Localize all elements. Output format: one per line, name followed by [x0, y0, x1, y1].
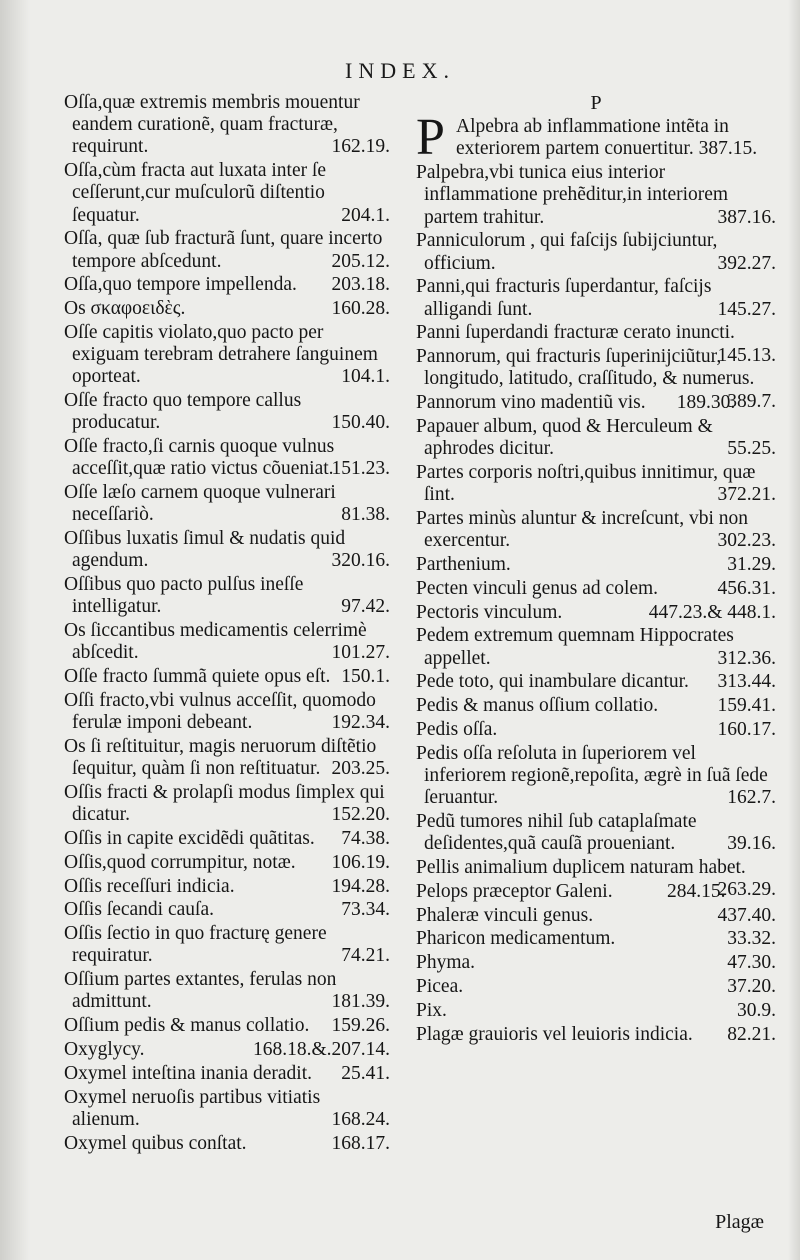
index-entry: [416, 1024, 776, 1046]
index-entry: [64, 1015, 390, 1037]
entry-text: Oſſis ſectio in quo fracturę genere requiratur.: [64, 923, 327, 967]
index-entry: [416, 743, 776, 810]
index-entry: [64, 574, 390, 618]
entry-page-ref: 39.16.: [727, 833, 776, 855]
entry-text: Picea.: [416, 975, 464, 997]
entry-page-ref: 160.28.: [331, 298, 390, 320]
index-entry: [64, 322, 390, 389]
entry-page-ref: 437.40.: [717, 904, 776, 926]
right-index-column: [416, 92, 776, 1047]
index-entry: [416, 719, 776, 741]
entry-page-ref: 205.12.: [331, 250, 390, 272]
index-entry: [64, 969, 390, 1013]
entry-page-ref: 456.31.: [717, 577, 776, 599]
index-entry: [64, 782, 390, 826]
entry-text: Pedis oſſa reſoluta in ſuperiorem vel inferiorem regionẽ,repoſita, ægrè in ſuã ſede ſeruantur.: [416, 742, 768, 809]
catchword: Plagæ: [715, 1211, 764, 1233]
entry-text: Oxymel neruoſis partibus vitiatis alienum.: [64, 1086, 321, 1130]
entry-page-ref: 372.21.: [717, 484, 776, 506]
entry-text: Os ſi reſtituitur, magis neruorum diſtẽtio ſequitur, quàm ſi non reſtituatur.: [64, 736, 377, 780]
entry-page-ref: 152.20.: [331, 804, 390, 826]
entry-page-ref: 82.21.: [727, 1023, 776, 1045]
entry-text: Pectoris vinculum.: [416, 601, 563, 623]
entry-page-ref: 389.7.: [727, 390, 776, 412]
entry-page-ref: 73.34.: [341, 899, 390, 921]
entry-page-ref: 192.34.: [331, 712, 390, 734]
index-entry: [64, 876, 390, 898]
entry-text: Partes corporis noſtri,quibus innitimur, quæ ſint.: [416, 462, 756, 506]
entry-text: Oſſa, quæ ſub fracturã ſunt, quare incerto tempore abſcedunt.: [64, 228, 383, 272]
index-entry: [64, 923, 390, 967]
entry-text: Pedis & manus oſſium collatio.: [416, 695, 659, 717]
entry-text: Pannorum vino madentiũ vis.: [416, 392, 646, 414]
index-entry: [416, 230, 776, 274]
entry-page-ref: 30.9.: [737, 999, 776, 1021]
entry-page-ref: 162.19.: [331, 136, 390, 158]
entry-page-ref: 97.42.: [341, 596, 390, 618]
entry-page-ref: 160.17.: [717, 718, 776, 740]
entry-page-ref: 101.27.: [331, 642, 390, 664]
index-entry: [416, 508, 776, 552]
entry-text: Oxymel inteſtina inania deradit.: [64, 1062, 313, 1084]
index-entry: [416, 462, 776, 506]
index-entry: [416, 881, 776, 903]
index-entry: [64, 666, 390, 688]
index-entry: [416, 162, 776, 229]
entry-text: Oſſe fracto,ſi carnis quoque vulnus acceſſit,quæ ratio victus cõueniat.: [64, 436, 335, 480]
entry-text: Pharicon medicamentum.: [416, 928, 616, 950]
entry-text: Pix.: [416, 999, 447, 1021]
entry-page-ref: 387.16.: [717, 206, 776, 228]
running-head: INDEX.: [345, 58, 455, 83]
entry-text: Partes minùs aluntur & increſcunt, vbi non exercentur.: [416, 508, 748, 552]
entry-text: Oſſe capitis violato,quo pacto per exiguam terebram detrahere ſanguinem oporteat.: [64, 322, 378, 388]
entry-page-ref: 74.21.: [341, 945, 390, 967]
entry-text: Palpebra,vbi tunica eius interior inflammatione prehẽditur,in interiorem partem trahitur.: [416, 162, 729, 228]
entry-text: Alpebra ab inflammatione intẽta in exteriorem partem conuertitur.: [456, 116, 729, 160]
entry-page-ref: 312.36.: [717, 647, 776, 669]
entry-text: Phyma.: [416, 952, 476, 974]
index-entry: [416, 811, 776, 855]
index-entry: [416, 905, 776, 927]
entry-page-ref: 302.23.: [717, 530, 776, 552]
entry-text: Parthenium.: [416, 554, 511, 575]
index-entry: [64, 228, 390, 272]
entry-page-ref: 263.29.: [717, 879, 776, 901]
entry-page-ref: 81.38.: [341, 504, 390, 526]
index-entry: [416, 625, 776, 669]
entry-page-ref: 284.15.: [667, 880, 726, 902]
entry-text: Os ſiccantibus medicamentis celerrimè abſcedit.: [64, 620, 367, 664]
index-entry: [416, 695, 776, 717]
entry-page-ref: 168.24.: [331, 1108, 390, 1130]
index-entry: [416, 952, 776, 974]
entry-text: Oſſe læſo carnem quoque vulnerari neceſſariò.: [64, 482, 336, 526]
entry-text: Oſſium pedis & manus collatio.: [64, 1015, 310, 1037]
entry-page-ref: 33.32.: [727, 928, 776, 950]
entry-text: Pelops præceptor Galeni.: [416, 880, 613, 902]
index-entry: [416, 602, 776, 624]
entry-text: Panni,qui fracturis ſuperdantur, faſcijs alligandi ſunt.: [416, 276, 712, 320]
entry-page-ref: 168.17.: [331, 1132, 390, 1154]
entry-page-ref: 150.1.: [341, 666, 390, 688]
index-entry: [64, 298, 390, 320]
entry-page-ref: 204.1.: [341, 204, 390, 226]
entry-page-ref: 31.29.: [727, 554, 776, 575]
entry-text: Oſſis fracti & prolapſi modus ſimplex qui dicatur.: [64, 782, 385, 826]
entry-text: Oſſibus luxatis ſimul & nudatis quid agendum.: [64, 528, 346, 572]
index-entry: [416, 322, 776, 366]
index-entry: [64, 1133, 390, 1155]
entry-page-ref: 447.23.& 448.1.: [648, 601, 776, 623]
index-entry: [64, 528, 390, 572]
entry-page-ref: 203.18.: [331, 274, 390, 296]
entry-text: Pecten vinculi genus ad colem.: [416, 577, 659, 599]
index-entry: [64, 92, 390, 159]
entry-text: Oſſa,quo tempore impellenda.: [64, 274, 297, 296]
entry-text: Papauer album, quod & Herculeum & aphrodes dicitur.: [416, 416, 713, 460]
entry-page-ref: 159.41.: [717, 695, 776, 717]
entry-text: Pellis animalium duplicem naturam habet.: [416, 856, 746, 878]
entry-text: Pede toto, qui inambulare dicantur.: [416, 671, 689, 693]
entry-text: Oxymel quibus conſtat.: [64, 1132, 247, 1154]
entry-page-ref: 47.30.: [727, 952, 776, 974]
entry-page-ref: 162.7.: [727, 787, 776, 809]
index-entry: [64, 436, 390, 480]
index-entry: [64, 620, 390, 664]
entry-text: Pedem extremum quemnam Hippocrates appellet.: [416, 625, 734, 669]
index-entry-first: [416, 109, 776, 167]
entry-page-ref: 387.15.: [698, 138, 758, 160]
entry-text: Os σκαφοειδὲς.: [64, 298, 186, 320]
entry-page-ref: 150.40.: [331, 412, 390, 434]
index-entry: [64, 160, 390, 227]
entry-page-ref: 194.28.: [331, 875, 390, 897]
entry-text: Oſſis ſecandi cauſa.: [64, 899, 214, 921]
index-entry: [416, 554, 776, 576]
entry-page-ref: 159.26.: [331, 1015, 390, 1037]
entry-text: Oſſibus quo pacto pulſus ineſſe intelligatur.: [64, 574, 304, 618]
entry-page-ref: 74.38.: [341, 828, 390, 849]
entry-text: Oſſis,quod corrumpitur, notæ.: [64, 851, 296, 873]
index-entry: [64, 828, 390, 850]
entry-text: Oxyglycy.: [64, 1038, 145, 1060]
index-entry: [416, 1000, 776, 1022]
index-entry: [416, 578, 776, 600]
entry-page-ref: 203.25.: [331, 758, 390, 780]
index-entry: [64, 274, 390, 296]
index-entry: [64, 899, 390, 921]
index-entry: [416, 671, 776, 693]
entry-text: Pedũ tumores nihil ſub cataplaſmate deſidentes,quã cauſã proueniant.: [416, 810, 697, 855]
entry-page-ref: 37.20.: [727, 975, 776, 997]
index-entry: [64, 482, 390, 526]
entry-page-ref: 55.25.: [727, 438, 776, 460]
entry-page-ref: 25.41.: [341, 1062, 390, 1084]
entry-text: Oſſa,cùm fracta aut luxata inter ſe ceſſerunt,cur muſculorũ diſtentio ſequatur.: [64, 160, 327, 226]
index-entry: [416, 928, 776, 950]
entry-page-ref: 313.44.: [717, 671, 776, 693]
index-entry: [64, 736, 390, 780]
entry-text: Oſſis receſſuri indicia.: [64, 875, 235, 897]
index-entry: [416, 416, 776, 460]
index-entry: [416, 392, 776, 414]
entry-page-ref: 168.18.&.207.14.: [252, 1038, 390, 1060]
index-entry: [64, 1063, 390, 1085]
section-letter: P: [590, 92, 602, 114]
left-index-column: [64, 92, 390, 1156]
entry-page-ref: 189.30.: [676, 392, 736, 414]
entry-text: Oſſi fracto,vbi vulnus acceſſit, quomodo ferulæ imponi debeant.: [64, 690, 376, 734]
entry-text: Pannorum, qui fracturis ſuperinijciũtur, longitudo, latitudo, craſſitudo, & numerus.: [416, 346, 755, 390]
entry-page-ref: 392.27.: [717, 252, 776, 274]
entry-text: Panniculorum , qui faſcijs ſubijciuntur, officium.: [416, 230, 718, 274]
index-entry: [64, 390, 390, 434]
entry-text: Oſſe fracto quo tempore callus producatur.: [64, 390, 302, 434]
entry-page-ref: 151.23.: [331, 458, 390, 480]
index-entry: [416, 276, 776, 320]
entry-text: Oſſa,quæ extremis membris mouentur eandem curationẽ, quam fracturæ, requirunt.: [64, 92, 360, 158]
entry-page-ref: 104.1.: [341, 366, 390, 388]
entry-page-ref: 320.16.: [331, 550, 390, 572]
entry-text: Oſſe fracto ſummã quiete opus eſt.: [64, 666, 331, 688]
entry-text: Panni ſuperdandi fracturæ cerato inuncti.: [416, 322, 735, 344]
entry-page-ref: 181.39.: [331, 991, 390, 1013]
index-entry: [64, 1087, 390, 1131]
drop-cap: P: [416, 109, 445, 167]
entry-text: Phaleræ vinculi genus.: [416, 904, 594, 926]
entry-text: Plagæ grauioris vel leuioris indicia.: [416, 1023, 693, 1045]
index-entry: [64, 1039, 390, 1061]
index-entry: [64, 852, 390, 874]
entry-text: Oſſium partes extantes, ferulas non admittunt.: [64, 969, 337, 1013]
entry-page-ref: 106.19.: [331, 851, 390, 873]
entry-text: Oſſis in capite excidẽdi quãtitas.: [64, 828, 315, 849]
index-entry: [64, 690, 390, 734]
index-entry: [416, 976, 776, 998]
entry-text: Pedis oſſa.: [416, 718, 498, 740]
entry-page-ref: 145.27.: [717, 298, 776, 320]
entry-page-ref: 145.13.: [717, 344, 776, 366]
